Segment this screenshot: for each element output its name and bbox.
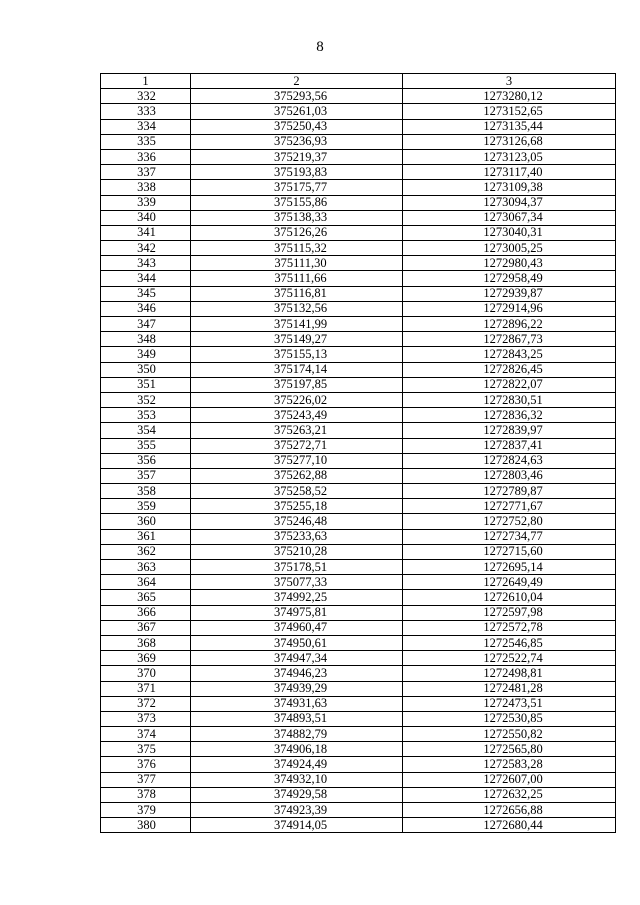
y-coordinate-cell: 1272824,63 <box>403 453 616 468</box>
x-coordinate-cell: 375210,28 <box>191 544 403 559</box>
y-coordinate-cell: 1272836,32 <box>403 408 616 423</box>
point-number-cell: 352 <box>101 392 191 407</box>
point-number-cell: 380 <box>101 818 191 833</box>
table-row <box>101 575 616 590</box>
table-body <box>101 89 616 833</box>
y-coordinate-cell: 1272583,28 <box>403 757 616 772</box>
table-row <box>101 392 616 407</box>
y-coordinate-cell: 1272826,45 <box>403 362 616 377</box>
x-coordinate-cell: 375293,56 <box>191 89 403 104</box>
table-row <box>101 514 616 529</box>
point-number-cell: 339 <box>101 195 191 210</box>
point-number-cell: 334 <box>101 119 191 134</box>
point-number-cell: 378 <box>101 787 191 802</box>
y-coordinate-cell: 1273123,05 <box>403 149 616 164</box>
table-row <box>101 286 616 301</box>
table-row <box>101 772 616 787</box>
point-number-cell: 347 <box>101 317 191 332</box>
point-number-cell: 359 <box>101 499 191 514</box>
y-coordinate-cell: 1272610,04 <box>403 590 616 605</box>
point-number-cell: 332 <box>101 89 191 104</box>
y-coordinate-cell: 1272837,41 <box>403 438 616 453</box>
table-row <box>101 362 616 377</box>
y-coordinate-cell: 1273005,25 <box>403 241 616 256</box>
point-number-cell: 358 <box>101 484 191 499</box>
table-row <box>101 453 616 468</box>
point-number-cell: 376 <box>101 757 191 772</box>
point-number-cell: 377 <box>101 772 191 787</box>
point-number-cell: 372 <box>101 696 191 711</box>
y-coordinate-cell: 1272803,46 <box>403 468 616 483</box>
x-coordinate-cell: 375132,56 <box>191 301 403 316</box>
table-row <box>101 620 616 635</box>
table-row <box>101 484 616 499</box>
table-row <box>101 696 616 711</box>
header-row <box>101 74 616 89</box>
y-coordinate-cell: 1273040,31 <box>403 225 616 240</box>
table-row <box>101 757 616 772</box>
page-number: 8 <box>316 39 324 55</box>
point-number-cell: 343 <box>101 256 191 271</box>
table-row <box>101 560 616 575</box>
table-row <box>101 499 616 514</box>
y-coordinate-cell: 1272565,80 <box>403 742 616 757</box>
x-coordinate-cell: 375255,18 <box>191 499 403 514</box>
x-coordinate-cell: 374932,10 <box>191 772 403 787</box>
x-coordinate-cell: 375175,77 <box>191 180 403 195</box>
table-row <box>101 408 616 423</box>
x-coordinate-cell: 374929,58 <box>191 787 403 802</box>
table-row <box>101 195 616 210</box>
x-coordinate-cell: 375115,32 <box>191 241 403 256</box>
table-row <box>101 635 616 650</box>
x-coordinate-cell: 375250,43 <box>191 119 403 134</box>
table-row <box>101 241 616 256</box>
x-coordinate-cell: 375219,37 <box>191 149 403 164</box>
point-number-cell: 340 <box>101 210 191 225</box>
y-coordinate-cell: 1272530,85 <box>403 711 616 726</box>
point-number-cell: 342 <box>101 241 191 256</box>
y-coordinate-cell: 1272939,87 <box>403 286 616 301</box>
y-coordinate-cell: 1272715,60 <box>403 544 616 559</box>
x-coordinate-cell: 375174,14 <box>191 362 403 377</box>
point-number-cell: 379 <box>101 803 191 818</box>
y-coordinate-cell: 1272607,00 <box>403 772 616 787</box>
point-number-cell: 365 <box>101 590 191 605</box>
column-header-x: 2 <box>191 74 403 89</box>
y-coordinate-cell: 1272896,22 <box>403 317 616 332</box>
x-coordinate-cell: 374906,18 <box>191 742 403 757</box>
x-coordinate-cell: 374960,47 <box>191 620 403 635</box>
x-coordinate-cell: 375178,51 <box>191 560 403 575</box>
table-row <box>101 149 616 164</box>
x-coordinate-cell: 374931,63 <box>191 696 403 711</box>
y-coordinate-cell: 1272481,28 <box>403 681 616 696</box>
table-row <box>101 787 616 802</box>
point-number-cell: 357 <box>101 468 191 483</box>
table-row <box>101 651 616 666</box>
table-row <box>101 727 616 742</box>
y-coordinate-cell: 1272522,74 <box>403 651 616 666</box>
column-header-y: 3 <box>403 74 616 89</box>
y-coordinate-cell: 1273117,40 <box>403 165 616 180</box>
column-header-point-number: 1 <box>101 74 191 89</box>
x-coordinate-cell: 375226,02 <box>191 392 403 407</box>
y-coordinate-cell: 1272830,51 <box>403 392 616 407</box>
point-number-cell: 370 <box>101 666 191 681</box>
table-row <box>101 104 616 119</box>
y-coordinate-cell: 1272752,80 <box>403 514 616 529</box>
x-coordinate-cell: 374946,23 <box>191 666 403 681</box>
x-coordinate-cell: 375077,33 <box>191 575 403 590</box>
point-number-cell: 367 <box>101 620 191 635</box>
y-coordinate-cell: 1273067,34 <box>403 210 616 225</box>
y-coordinate-cell: 1272572,78 <box>403 620 616 635</box>
x-coordinate-cell: 375246,48 <box>191 514 403 529</box>
point-number-cell: 363 <box>101 560 191 575</box>
x-coordinate-cell: 374947,34 <box>191 651 403 666</box>
table-row <box>101 210 616 225</box>
x-coordinate-cell: 374893,51 <box>191 711 403 726</box>
table-row <box>101 134 616 149</box>
table-row <box>101 666 616 681</box>
y-coordinate-cell: 1272734,77 <box>403 529 616 544</box>
x-coordinate-cell: 375193,83 <box>191 165 403 180</box>
x-coordinate-cell: 374882,79 <box>191 727 403 742</box>
table-row <box>101 529 616 544</box>
point-number-cell: 338 <box>101 180 191 195</box>
y-coordinate-cell: 1272789,87 <box>403 484 616 499</box>
y-coordinate-cell: 1273109,38 <box>403 180 616 195</box>
y-coordinate-cell: 1272546,85 <box>403 635 616 650</box>
x-coordinate-cell: 375149,27 <box>191 332 403 347</box>
point-number-cell: 336 <box>101 149 191 164</box>
x-coordinate-cell: 375243,49 <box>191 408 403 423</box>
point-number-cell: 344 <box>101 271 191 286</box>
y-coordinate-cell: 1272843,25 <box>403 347 616 362</box>
table-row <box>101 681 616 696</box>
coordinates-table <box>100 73 616 833</box>
x-coordinate-cell: 374924,49 <box>191 757 403 772</box>
x-coordinate-cell: 375197,85 <box>191 377 403 392</box>
x-coordinate-cell: 375141,99 <box>191 317 403 332</box>
point-number-cell: 371 <box>101 681 191 696</box>
y-coordinate-cell: 1272550,82 <box>403 727 616 742</box>
point-number-cell: 373 <box>101 711 191 726</box>
table-row <box>101 165 616 180</box>
y-coordinate-cell: 1273126,68 <box>403 134 616 149</box>
point-number-cell: 366 <box>101 605 191 620</box>
table-row <box>101 818 616 833</box>
table-row <box>101 803 616 818</box>
point-number-cell: 375 <box>101 742 191 757</box>
y-coordinate-cell: 1273135,44 <box>403 119 616 134</box>
point-number-cell: 341 <box>101 225 191 240</box>
x-coordinate-cell: 375155,86 <box>191 195 403 210</box>
point-number-cell: 368 <box>101 635 191 650</box>
point-number-cell: 349 <box>101 347 191 362</box>
point-number-cell: 348 <box>101 332 191 347</box>
x-coordinate-cell: 375263,21 <box>191 423 403 438</box>
point-number-cell: 355 <box>101 438 191 453</box>
x-coordinate-cell: 374939,29 <box>191 681 403 696</box>
x-coordinate-cell: 375116,81 <box>191 286 403 301</box>
point-number-cell: 353 <box>101 408 191 423</box>
x-coordinate-cell: 375138,33 <box>191 210 403 225</box>
y-coordinate-cell: 1272822,07 <box>403 377 616 392</box>
y-coordinate-cell: 1272867,73 <box>403 332 616 347</box>
y-coordinate-cell: 1272771,67 <box>403 499 616 514</box>
y-coordinate-cell: 1272958,49 <box>403 271 616 286</box>
table-row <box>101 377 616 392</box>
y-coordinate-cell: 1272498,81 <box>403 666 616 681</box>
x-coordinate-cell: 374950,61 <box>191 635 403 650</box>
point-number-cell: 333 <box>101 104 191 119</box>
table-row <box>101 347 616 362</box>
x-coordinate-cell: 375236,93 <box>191 134 403 149</box>
x-coordinate-cell: 375155,13 <box>191 347 403 362</box>
point-number-cell: 374 <box>101 727 191 742</box>
table-row <box>101 438 616 453</box>
x-coordinate-cell: 374914,05 <box>191 818 403 833</box>
table-row <box>101 225 616 240</box>
point-number-cell: 337 <box>101 165 191 180</box>
x-coordinate-cell: 374923,39 <box>191 803 403 818</box>
table-row <box>101 605 616 620</box>
y-coordinate-cell: 1272649,49 <box>403 575 616 590</box>
table-row <box>101 423 616 438</box>
y-coordinate-cell: 1272597,98 <box>403 605 616 620</box>
table-row <box>101 180 616 195</box>
y-coordinate-cell: 1272656,88 <box>403 803 616 818</box>
point-number-cell: 335 <box>101 134 191 149</box>
point-number-cell: 356 <box>101 453 191 468</box>
point-number-cell: 364 <box>101 575 191 590</box>
point-number-cell: 360 <box>101 514 191 529</box>
y-coordinate-cell: 1272980,43 <box>403 256 616 271</box>
x-coordinate-cell: 374975,81 <box>191 605 403 620</box>
table-row <box>101 332 616 347</box>
y-coordinate-cell: 1273094,37 <box>403 195 616 210</box>
y-coordinate-cell: 1272914,96 <box>403 301 616 316</box>
point-number-cell: 361 <box>101 529 191 544</box>
x-coordinate-cell: 375111,66 <box>191 271 403 286</box>
x-coordinate-cell: 375126,26 <box>191 225 403 240</box>
y-coordinate-cell: 1273152,65 <box>403 104 616 119</box>
y-coordinate-cell: 1272839,97 <box>403 423 616 438</box>
table-row <box>101 89 616 104</box>
point-number-cell: 354 <box>101 423 191 438</box>
x-coordinate-cell: 374992,25 <box>191 590 403 605</box>
y-coordinate-cell: 1272473,51 <box>403 696 616 711</box>
y-coordinate-cell: 1272632,25 <box>403 787 616 802</box>
x-coordinate-cell: 375277,10 <box>191 453 403 468</box>
point-number-cell: 346 <box>101 301 191 316</box>
y-coordinate-cell: 1272695,14 <box>403 560 616 575</box>
table-row <box>101 742 616 757</box>
point-number-cell: 350 <box>101 362 191 377</box>
table-header <box>101 74 616 89</box>
table-row <box>101 301 616 316</box>
x-coordinate-cell: 375258,52 <box>191 484 403 499</box>
point-number-cell: 369 <box>101 651 191 666</box>
table-row <box>101 271 616 286</box>
x-coordinate-cell: 375111,30 <box>191 256 403 271</box>
point-number-cell: 345 <box>101 286 191 301</box>
x-coordinate-cell: 375261,03 <box>191 104 403 119</box>
y-coordinate-cell: 1273280,12 <box>403 89 616 104</box>
x-coordinate-cell: 375272,71 <box>191 438 403 453</box>
table-row <box>101 317 616 332</box>
point-number-cell: 351 <box>101 377 191 392</box>
table-row <box>101 590 616 605</box>
y-coordinate-cell: 1272680,44 <box>403 818 616 833</box>
table-row <box>101 119 616 134</box>
table-row <box>101 468 616 483</box>
point-number-cell: 362 <box>101 544 191 559</box>
x-coordinate-cell: 375262,88 <box>191 468 403 483</box>
table-row <box>101 711 616 726</box>
table-row <box>101 544 616 559</box>
x-coordinate-cell: 375233,63 <box>191 529 403 544</box>
table-row <box>101 256 616 271</box>
